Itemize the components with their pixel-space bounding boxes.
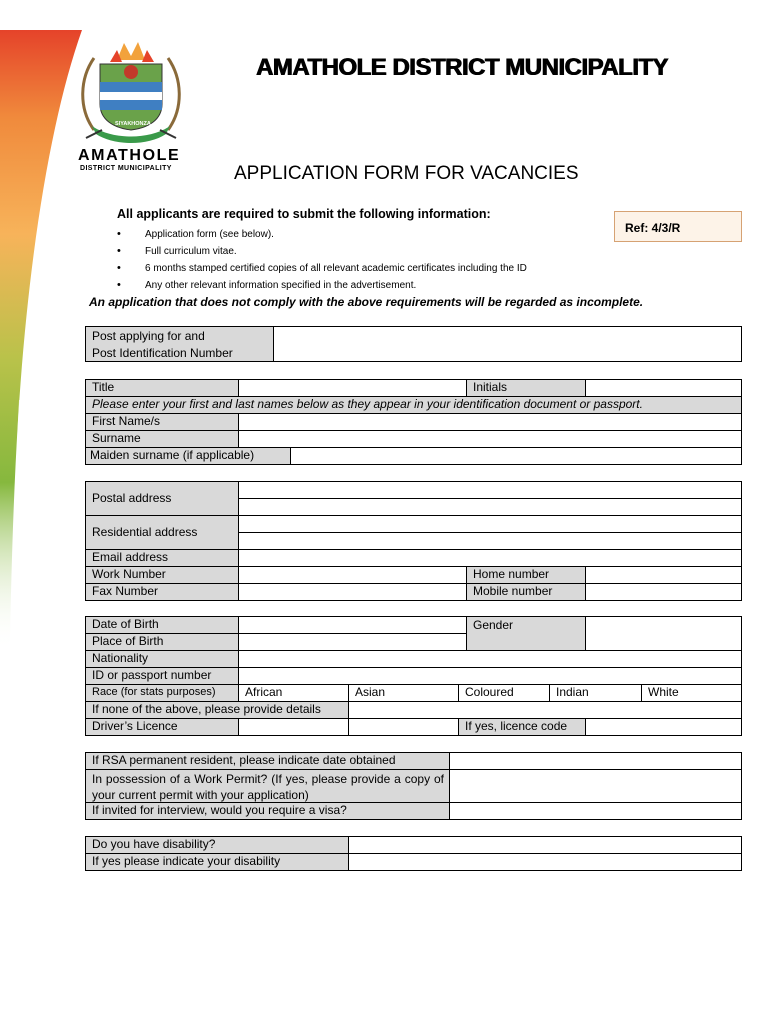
- initials-label: Initials: [466, 379, 586, 397]
- names-note: Please enter your first and last names below as they appear in your identification document or passport.: [85, 396, 742, 414]
- id-number-label: ID or passport number: [85, 667, 239, 685]
- work-number-label: Work Number: [85, 566, 239, 584]
- form-title: APPLICATION FORM FOR VACANCIES: [234, 163, 579, 184]
- home-number-label: Home number: [466, 566, 586, 584]
- logo-subtitle: DISTRICT MUNICIPALITY: [80, 165, 172, 172]
- licence-label: Driver’s Licence: [85, 718, 239, 736]
- visa-input[interactable]: [449, 802, 742, 820]
- rsa-resident-input[interactable]: [449, 752, 742, 770]
- home-number-input[interactable]: [585, 566, 742, 584]
- requirement-item: • Full curriculum vitae.: [117, 243, 527, 260]
- email-label: Email address: [85, 549, 239, 567]
- requirement-item: • 6 months stamped certified copies of all relevant academic certificates including the ID: [117, 260, 527, 277]
- none-above-label: If none of the above, please provide details: [85, 701, 349, 719]
- work-permit-input[interactable]: [449, 769, 742, 803]
- mobile-number-label: Mobile number: [466, 583, 586, 601]
- postal-input-1[interactable]: [238, 481, 742, 499]
- race-option-indian[interactable]: Indian: [549, 684, 642, 702]
- gender-input[interactable]: [585, 616, 742, 651]
- title-label: Title: [85, 379, 239, 397]
- race-option-asian[interactable]: Asian: [348, 684, 459, 702]
- disability-input[interactable]: [348, 836, 742, 854]
- postal-label: [85, 481, 239, 516]
- requirements-list: [117, 226, 527, 294]
- municipality-title: AMATHOLE DISTRICT MUNICIPALITY: [256, 54, 669, 81]
- incomplete-warning: An application that does not comply with the above requirements will be regarded as incomplete.: [89, 295, 644, 309]
- licence-code-label: If yes, licence code: [458, 718, 586, 736]
- reference-box: Ref: 4/3/R: [614, 211, 742, 242]
- postal-label-text: Postal address: [92, 491, 172, 505]
- post-label-line2: Post Identification Number: [92, 346, 233, 360]
- disability-detail-input[interactable]: [348, 853, 742, 871]
- residential-input-1[interactable]: [238, 515, 742, 533]
- residential-label: [85, 515, 239, 550]
- race-option-coloured[interactable]: Coloured: [458, 684, 550, 702]
- rsa-resident-label: If RSA permanent resident, please indicate date obtained: [85, 752, 450, 770]
- dob-label: Date of Birth: [85, 616, 239, 634]
- pob-label: Place of Birth: [85, 633, 239, 651]
- logo-motto: SIYAKHONZA: [115, 121, 151, 127]
- dob-input[interactable]: [238, 616, 467, 634]
- none-above-input[interactable]: [348, 701, 742, 719]
- residential-input-2[interactable]: [238, 532, 742, 550]
- fax-number-input[interactable]: [238, 583, 467, 601]
- gender-label: Gender: [466, 616, 586, 651]
- licence-spacer[interactable]: [348, 718, 459, 736]
- disability-label: Do you have disability?: [85, 836, 349, 854]
- nationality-input[interactable]: [238, 650, 742, 668]
- licence-code-input[interactable]: [585, 718, 742, 736]
- nationality-label: Nationality: [85, 650, 239, 668]
- maiden-input[interactable]: [290, 447, 742, 465]
- first-names-input[interactable]: [238, 413, 742, 431]
- work-permit-label: In possession of a Work Permit? (If yes, please provide a copy of your current permit with your application): [85, 769, 450, 803]
- requirement-item: • Application form (see below).: [117, 226, 527, 243]
- logo-name: AMATHOLE: [78, 147, 181, 164]
- pob-input[interactable]: [238, 633, 467, 651]
- race-label: Race (for stats purposes): [85, 684, 239, 702]
- licence-input[interactable]: [238, 718, 349, 736]
- fax-number-label: Fax Number: [85, 583, 239, 601]
- mobile-number-input[interactable]: [585, 583, 742, 601]
- surname-label: Surname: [85, 430, 239, 448]
- first-names-label: First Name/s: [85, 413, 239, 431]
- requirements-intro: All applicants are required to submit the following information:: [117, 207, 491, 221]
- requirement-item: • Any other relevant information specified in the advertisement.: [117, 277, 527, 294]
- visa-label: If invited for interview, would you require a visa?: [85, 802, 450, 820]
- maiden-label: Maiden surname (if applicable): [85, 447, 291, 465]
- postal-input-2[interactable]: [238, 498, 742, 516]
- disability-detail-label: If yes please indicate your disability: [85, 853, 349, 871]
- work-number-input[interactable]: [238, 566, 467, 584]
- race-option-white[interactable]: White: [641, 684, 742, 702]
- title-input[interactable]: [238, 379, 467, 397]
- residential-label-text: Residential address: [92, 525, 198, 539]
- initials-input[interactable]: [585, 379, 742, 397]
- post-input[interactable]: [273, 326, 742, 362]
- post-label-line1: Post applying for and: [92, 329, 205, 343]
- race-option-african[interactable]: African: [238, 684, 349, 702]
- post-label: [85, 326, 274, 362]
- email-input[interactable]: [238, 549, 742, 567]
- id-number-input[interactable]: [238, 667, 742, 685]
- surname-input[interactable]: [238, 430, 742, 448]
